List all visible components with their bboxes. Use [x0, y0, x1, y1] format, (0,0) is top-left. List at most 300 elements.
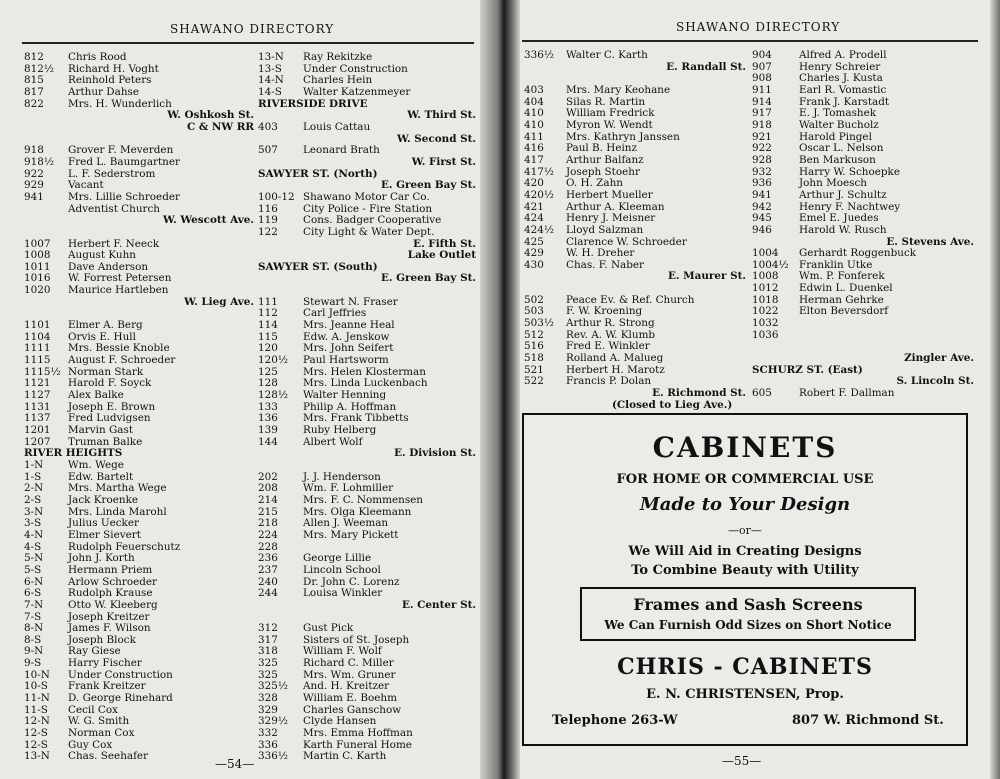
resident-name: Arthur Dahse — [68, 85, 139, 98]
resident-name: Walter C. Karth — [566, 49, 648, 61]
house-number: 336½ — [258, 750, 288, 763]
house-number: 410 — [524, 118, 544, 131]
directory-entry — [524, 120, 746, 132]
resident-name: Emel E. Juedes — [799, 212, 879, 225]
resident-name: Alex Balke — [68, 389, 124, 402]
resident-name: Mrs. Wm. Gruner — [303, 668, 396, 681]
house-number: 812½ — [24, 62, 54, 75]
house-number: 904 — [752, 49, 772, 61]
resident-name: Fred L. Baumgartner — [68, 155, 180, 168]
directory-entry — [258, 495, 476, 507]
directory-entry — [24, 320, 254, 332]
house-number: 244 — [258, 587, 278, 600]
resident-name: Frank Kreitzer — [68, 680, 146, 693]
resident-name: Paul Hartsworm — [303, 354, 389, 367]
resident-name: Otto W. Kleeberg — [68, 598, 158, 611]
resident-name: Elmer A. Berg — [68, 319, 143, 332]
directory-entry — [752, 85, 974, 97]
house-number: 332 — [258, 727, 278, 740]
resident-name: Elton Beversdorf — [799, 305, 889, 318]
directory-entry — [24, 425, 254, 437]
house-number: 2-N — [24, 482, 44, 495]
directory-entry — [24, 390, 254, 402]
resident-name: Mrs. Olga Kleemann — [303, 505, 412, 518]
resident-name: Wm. P. Fonferek — [799, 270, 885, 283]
house-number: 1022 — [752, 305, 779, 318]
resident-name: Mrs. Lillie Schroeder — [68, 190, 180, 203]
resident-name: Arthur R. Strong — [566, 317, 655, 330]
street-crossing — [24, 215, 254, 227]
resident-name: Gust Pick — [303, 622, 354, 635]
directory-entry — [752, 225, 974, 237]
resident-name: Francis P. Dolan — [566, 375, 652, 388]
house-number: 125 — [258, 365, 278, 378]
street-label: E. Richmond St. — [652, 387, 746, 400]
resident-name: Harold F. Soyck — [68, 377, 152, 390]
house-number: 908 — [752, 72, 772, 85]
resident-name: Ruby Helberg — [303, 424, 377, 436]
house-number: 522 — [524, 375, 544, 388]
house-number: 941 — [752, 188, 772, 201]
directory-entry — [24, 623, 254, 635]
directory-entry — [258, 530, 476, 542]
resident-name: Stewart N. Fraser — [303, 295, 398, 308]
resident-name: George Lillie — [303, 552, 372, 565]
directory-entry — [24, 705, 254, 717]
directory-entry — [258, 425, 476, 437]
directory-entry — [524, 318, 746, 330]
house-number: 237 — [258, 563, 278, 576]
resident-name: Arthur J. Schultz — [799, 188, 887, 201]
resident-name: Richard C. Miller — [303, 657, 394, 670]
house-number: 503½ — [524, 317, 554, 330]
house-number: 404 — [524, 95, 544, 108]
directory-entry — [24, 507, 254, 519]
house-number: 1121 — [24, 377, 51, 390]
house-number: 128 — [258, 377, 278, 390]
right-column-1 — [524, 50, 746, 411]
resident-name: Adventist Church — [68, 202, 160, 215]
resident-name: Richard H. Voght — [68, 62, 159, 75]
directory-entry — [524, 50, 746, 62]
house-number: 4-N — [24, 528, 44, 541]
house-number: 416 — [524, 142, 544, 155]
directory-entry — [258, 355, 476, 367]
resident-name: Frank J. Karstadt — [799, 95, 890, 108]
frames-box — [580, 587, 916, 641]
resident-name: Paul B. Heinz — [566, 142, 637, 155]
house-number: 1007 — [24, 237, 51, 250]
resident-name: Clyde Hansen — [303, 715, 377, 728]
resident-name: Orvis E. Hull — [68, 330, 136, 343]
house-number: 410 — [524, 107, 544, 120]
house-number: 5-S — [24, 563, 42, 576]
house-number: 144 — [258, 435, 278, 448]
house-number: 1207 — [24, 435, 51, 448]
resident-name: Harry W. Schoepke — [799, 165, 900, 178]
house-number: 6-N — [24, 575, 44, 588]
resident-name: Clarence W. Schroeder — [566, 235, 687, 248]
resident-name: Mrs. Bessie Knoble — [68, 342, 170, 355]
resident-name: Joseph Stoehr — [566, 165, 640, 178]
house-number: 12-N — [24, 715, 50, 728]
resident-name: Ray Rekitzke — [303, 51, 373, 63]
house-number: 14-S — [258, 85, 282, 98]
resident-name: L. F. Sederstrom — [68, 167, 156, 180]
left-column-2 — [258, 52, 476, 763]
resident-name: Norman Cox — [68, 727, 135, 740]
street-note — [524, 400, 746, 412]
house-number: 1111 — [24, 342, 51, 355]
resident-name: O. H. Zahn — [566, 177, 623, 190]
resident-name: Mrs. John Seifert — [303, 342, 394, 355]
resident-name: Lincoln School — [303, 563, 381, 576]
house-number: 403 — [524, 83, 544, 96]
frames-box-subtitle: We Can Furnish Odd Sizes on Short Notice — [604, 618, 892, 632]
street-label: W. Second St. — [396, 132, 476, 145]
house-number: 914 — [752, 95, 772, 108]
house-number: 822 — [24, 97, 44, 110]
resident-name: Louis Cattau — [303, 120, 371, 133]
directory-entry — [524, 190, 746, 202]
street-label: E. Stevens Ave. — [886, 235, 974, 248]
directory-entry — [752, 155, 974, 167]
left-header-rule — [22, 42, 474, 44]
house-number: 1020 — [24, 284, 51, 297]
resident-name: J. J. Henderson — [303, 470, 381, 483]
resident-name: Louisa Winkler — [303, 587, 383, 600]
directory-entry — [524, 85, 746, 97]
house-number: 329 — [258, 703, 278, 716]
house-number: 921 — [752, 130, 772, 143]
resident-name: Ray Giese — [68, 645, 121, 658]
resident-name: Joseph E. Brown — [68, 400, 156, 413]
directory-entry — [258, 693, 476, 705]
resident-name: Fred E. Winkler — [566, 340, 650, 353]
house-number: 417 — [524, 153, 544, 166]
directory-entry — [24, 87, 254, 99]
resident-name: Chas. F. Naber — [566, 258, 645, 271]
cabinets-advertisement — [522, 413, 968, 746]
resident-name: Elmer Sievert — [68, 528, 141, 541]
house-number: 605 — [752, 387, 772, 400]
resident-name: Vacant — [68, 179, 104, 192]
resident-name: Herbert Mueller — [566, 188, 653, 201]
house-number: 325½ — [258, 680, 288, 693]
house-number: 421 — [524, 200, 544, 213]
street-label: E. Center St. — [401, 598, 476, 611]
directory-entry — [24, 716, 254, 728]
house-number: 1008 — [752, 270, 779, 283]
house-number: 1036 — [752, 328, 779, 341]
street-label: W. Oshkosh St. — [167, 109, 254, 122]
house-number: 521 — [524, 363, 544, 376]
house-number: 14-N — [258, 74, 284, 87]
resident-name: Leonard Brath — [303, 144, 380, 157]
house-number: 516 — [524, 340, 544, 353]
resident-name: John Moesch — [799, 177, 867, 190]
resident-name: Edw. A. Jenskow — [303, 330, 390, 343]
resident-name: Mrs. Martha Wege — [68, 482, 167, 495]
house-number: 1101 — [24, 319, 51, 332]
left-page-number: —54— — [215, 757, 255, 771]
house-number: 128½ — [258, 389, 288, 402]
house-number: 5-N — [24, 552, 44, 565]
house-number: 929 — [24, 179, 44, 192]
resident-name: Dr. John C. Lorenz — [303, 575, 400, 588]
resident-name: Wm. F. Lohmiller — [303, 482, 394, 495]
street-label: W. Wescott Ave. — [163, 214, 254, 227]
house-number: 502 — [524, 293, 544, 306]
house-number: 928 — [752, 153, 772, 166]
directory-entry — [524, 237, 746, 249]
directory-entry — [24, 52, 254, 64]
house-number: 116 — [258, 202, 278, 215]
house-number: 120½ — [258, 354, 288, 367]
directory-entry — [24, 600, 254, 612]
directory-entry — [752, 50, 974, 62]
street-heading-label: SAWYER ST. (South) — [258, 260, 378, 273]
house-number: 215 — [258, 505, 278, 518]
resident-name: Mrs. Mary Pickett — [303, 528, 399, 541]
resident-name: August Kuhn — [68, 249, 136, 262]
house-number: 329½ — [258, 715, 288, 728]
street-heading-label: RIVER HEIGHTS — [24, 447, 123, 460]
directory-entry — [24, 413, 254, 425]
house-number: 424½ — [524, 223, 554, 236]
house-number: 224 — [258, 528, 278, 541]
directory-entry — [24, 460, 254, 472]
resident-name: And. H. Kreitzer — [303, 680, 390, 693]
directory-entry — [258, 320, 476, 332]
house-number: 8-S — [24, 633, 42, 646]
house-number: 1-S — [24, 470, 42, 483]
house-number: 429 — [524, 247, 544, 260]
page-edge — [990, 0, 1000, 779]
house-number: 1018 — [752, 293, 779, 306]
resident-name: Chris Rood — [68, 51, 127, 63]
house-number: 119 — [258, 214, 278, 227]
house-number: 6-S — [24, 587, 42, 600]
resident-name: W. Forrest Petersen — [68, 272, 172, 285]
resident-name: William F. Wolf — [303, 645, 382, 658]
directory-entry — [752, 306, 974, 318]
street-heading — [24, 448, 254, 460]
house-number: 942 — [752, 200, 772, 213]
directory-entry — [752, 120, 974, 132]
directory-entry — [524, 353, 746, 365]
street-crossing — [524, 62, 746, 74]
resident-name: Walter Bucholz — [799, 118, 879, 131]
house-number: 236 — [258, 552, 278, 565]
resident-name: Henry Schreier — [799, 60, 881, 73]
house-number: 202 — [258, 470, 278, 483]
house-number: 918½ — [24, 155, 54, 168]
directory-entry — [24, 75, 254, 87]
directory-entry — [524, 155, 746, 167]
street-label: W. Lieg Ave. — [184, 295, 254, 308]
resident-name: Walter Katzenmeyer — [303, 85, 411, 98]
resident-name: Mrs. Jeanne Heal — [303, 319, 395, 332]
resident-name: Mrs. H. Wunderlich — [68, 97, 172, 110]
house-number: 507 — [258, 144, 278, 157]
resident-name: Guy Cox — [68, 738, 113, 751]
resident-name: Philip A. Hoffman — [303, 400, 397, 413]
street-crossing — [258, 448, 476, 460]
directory-entry — [258, 122, 476, 134]
house-number: 133 — [258, 400, 278, 413]
street-label: C & NW RR — [187, 120, 254, 133]
resident-name: William Fredrick — [566, 107, 655, 120]
directory-entry — [524, 225, 746, 237]
ad-line-2: Made to Your Design — [639, 494, 851, 515]
resident-name: Fred Ludvigsen — [68, 412, 151, 425]
directory-entry — [24, 693, 254, 705]
street-note-label: (Closed to Lieg Ave.) — [612, 398, 733, 411]
directory-entry — [24, 169, 254, 181]
resident-name: Henry J. Meisner — [566, 212, 656, 225]
house-number: 911 — [752, 83, 772, 96]
house-number: 932 — [752, 165, 772, 178]
ad-line-4: We Will Aid in Creating Designs — [628, 544, 862, 559]
resident-name: Walter Henning — [303, 389, 387, 402]
directory-entry — [258, 227, 476, 239]
street-crossing — [524, 388, 746, 400]
resident-name: Joseph Kreitzer — [68, 610, 150, 623]
directory-entry — [24, 728, 254, 740]
directory-entry — [752, 190, 974, 202]
house-number: 1032 — [752, 317, 779, 330]
resident-name: Mrs. F. C. Nommensen — [303, 493, 423, 506]
left-page-header: SHAWANO DIRECTORY — [170, 22, 335, 36]
resident-name: Joseph Block — [68, 633, 136, 646]
resident-name: Grover F. Meverden — [68, 144, 174, 157]
directory-entry — [24, 495, 254, 507]
ad-line-5: To Combine Beauty with Utility — [631, 563, 859, 578]
resident-name: Henry F. Nachtwey — [799, 200, 901, 213]
street-crossing — [258, 273, 476, 285]
house-number: 512 — [524, 328, 544, 341]
house-number: 420 — [524, 177, 544, 190]
resident-name: Charles Hein — [303, 74, 373, 87]
house-number: 1008 — [24, 249, 51, 262]
house-number: 2-S — [24, 493, 42, 506]
house-number: 3-N — [24, 505, 44, 518]
resident-name: Charles Ganschow — [303, 703, 402, 716]
resident-name: Martin C. Karth — [303, 750, 387, 763]
directory-entry — [24, 227, 254, 239]
street-heading-label: RIVERSIDE DRIVE — [258, 97, 368, 110]
street-crossing — [258, 600, 476, 612]
house-number: 918 — [24, 144, 44, 157]
resident-name: Silas R. Martin — [566, 95, 646, 108]
resident-name: Harry Fischer — [68, 657, 142, 670]
resident-name: James F. Wilson — [68, 622, 151, 635]
house-number: 1004 — [752, 247, 779, 260]
ad-company: CHRIS - CABINETS — [617, 654, 873, 680]
resident-name: Jack Kroenke — [68, 493, 139, 506]
book-gutter — [480, 0, 520, 779]
resident-name: Arthur A. Kleeman — [566, 200, 665, 213]
resident-name: John J. Korth — [68, 552, 135, 565]
house-number: 13-S — [258, 62, 282, 75]
resident-name: Charles J. Kusta — [799, 72, 883, 85]
resident-name: Julius Uecker — [68, 517, 139, 530]
resident-name: William E. Boehm — [303, 692, 397, 705]
house-number: 7-N — [24, 598, 44, 611]
directory-entry — [258, 565, 476, 577]
house-number: 336½ — [524, 49, 554, 61]
resident-name: Myron W. Wendt — [566, 118, 653, 131]
resident-name: Gerhardt Roggenbuck — [799, 247, 917, 260]
resident-name: Harold W. Rusch — [799, 223, 887, 236]
street-label: E. Green Bay St. — [381, 272, 476, 285]
resident-name: W. H. Dreher — [566, 247, 635, 260]
resident-name: Earl R. Vomastic — [799, 83, 887, 96]
resident-name: Truman Balke — [68, 435, 143, 448]
resident-name: Rolland A. Malueg — [566, 352, 664, 365]
house-number: 9-S — [24, 657, 42, 670]
house-number: 1016 — [24, 272, 51, 285]
house-number: 1004½ — [752, 258, 789, 271]
house-number: 424 — [524, 212, 544, 225]
house-number: 817 — [24, 85, 44, 98]
resident-name: Under Construction — [68, 668, 173, 681]
directory-entry — [24, 565, 254, 577]
resident-name: City Police - Fire Station — [303, 202, 433, 215]
street-label: E. Division St. — [394, 447, 476, 460]
house-number: 1137 — [24, 412, 51, 425]
resident-name: Herbert H. Marotz — [566, 363, 665, 376]
directory-entry — [24, 157, 254, 169]
street-heading-label: SCHURZ ST. (East) — [752, 363, 863, 376]
house-number: 907 — [752, 60, 772, 73]
house-number: 8-N — [24, 622, 44, 635]
resident-name: Reinhold Peters — [68, 74, 152, 87]
resident-name: Karth Funeral Home — [303, 738, 412, 751]
street-crossing — [24, 122, 254, 134]
resident-name: Rev. A. W. Klumb — [566, 328, 656, 341]
house-number: 12-S — [24, 738, 48, 751]
ad-telephone: Telephone 263-W — [552, 713, 678, 728]
house-number: 1115 — [24, 354, 51, 367]
house-number: 945 — [752, 212, 772, 225]
directory-entry — [752, 318, 974, 330]
resident-name: Mrs. Linda Marohl — [68, 505, 167, 518]
house-number: 918 — [752, 118, 772, 131]
resident-name: Marvin Gast — [68, 424, 133, 436]
resident-name: Herbert F. Neeck — [68, 237, 160, 250]
resident-name: Under Construction — [303, 62, 408, 75]
house-number: 1127 — [24, 389, 51, 402]
street-label: E. Randall St. — [666, 60, 746, 73]
directory-entry — [24, 239, 254, 251]
house-number: 312 — [258, 622, 278, 635]
house-number: 411 — [524, 130, 544, 143]
house-number: 941 — [24, 190, 44, 203]
resident-name: Mrs. Mary Keohane — [566, 83, 671, 96]
house-number: 1011 — [24, 260, 51, 273]
house-number: 120 — [258, 342, 278, 355]
resident-name: Edw. Bartelt — [68, 470, 134, 483]
ad-proprietor: E. N. CHRISTENSEN, Prop. — [646, 687, 844, 702]
house-number: 430 — [524, 258, 544, 271]
resident-name: Maurice Hartleben — [68, 284, 169, 297]
directory-entry — [258, 192, 476, 204]
directory-entry — [752, 388, 974, 400]
house-number: 318 — [258, 645, 278, 658]
street-crossing — [752, 353, 974, 365]
